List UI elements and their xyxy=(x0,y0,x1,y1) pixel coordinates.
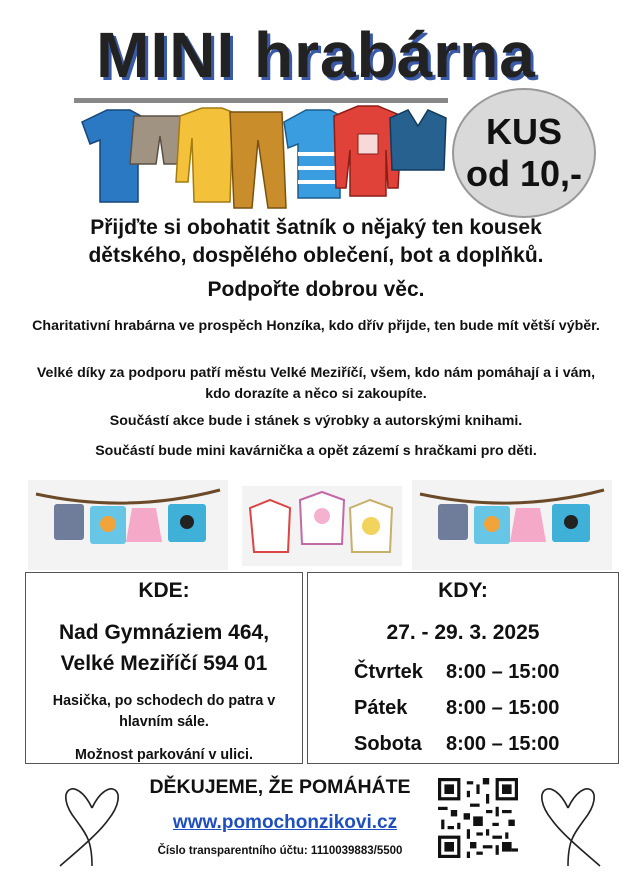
badge-line-1: KUS xyxy=(485,111,562,152)
thanks-text: DĚKUJEME, ŽE POMÁHÁTE xyxy=(149,776,411,798)
qr-code xyxy=(438,778,518,858)
schedule-day: Pátek xyxy=(354,696,408,719)
vest-blue xyxy=(390,110,446,170)
clothes-rack-illustration xyxy=(72,92,452,212)
venue-note: Hasička, po schodech do patra v hlavním sále. xyxy=(52,693,276,730)
schedule-time: 8:00 – 15:00 xyxy=(446,660,560,683)
address-line-2: Velké Meziříčí 594 01 xyxy=(60,652,268,675)
account-number: Číslo transparentního účtu: 1110039883/5500 xyxy=(157,845,403,857)
paragraph-thanks: Velké díky za podporu patří městu Velké Meziříčí, všem, kdo nám pomáhají a i vám, kdo dorazíte a něco si zakoupíte. xyxy=(36,365,596,402)
baby-clothesline-illustration-right xyxy=(412,480,612,570)
baby-clothesline-illustration-left xyxy=(28,480,228,570)
when-heading: KDY: xyxy=(438,579,488,602)
rack-bar xyxy=(74,98,448,103)
schedule-day: Sobota xyxy=(354,732,422,755)
pants-brown xyxy=(230,112,286,208)
address-line-1: Nad Gymnáziem 464, xyxy=(58,621,270,644)
schedule-row xyxy=(354,726,618,762)
where-heading: KDE: xyxy=(138,579,190,602)
paragraph-cafe: Součástí bude mini kavárnička a opět zázemí s hračkami pro děti. xyxy=(95,443,537,459)
event-dates: 27. - 29. 3. 2025 xyxy=(386,621,540,644)
badge-line-2: od 10,- xyxy=(465,153,582,194)
schedule-row xyxy=(354,690,618,726)
schedule-time: 8:00 – 15:00 xyxy=(446,696,560,719)
when-box xyxy=(307,572,619,764)
schedule-row xyxy=(354,654,618,690)
price-badge xyxy=(452,88,596,218)
headline: Přijďte si obohatit šatník o nějaký ten kousek dětského, dospělého oblečení, bot a doplňků. xyxy=(88,216,544,267)
baby-bodysuits-illustration xyxy=(242,486,402,566)
where-box xyxy=(25,572,303,764)
page-title: MINI hrabárna xyxy=(96,19,536,91)
website-link[interactable]: www.pomochonzikovi.cz xyxy=(172,812,398,833)
support-text: Podpořte dobrou věc. xyxy=(207,278,425,301)
schedule-day: Čtvrtek xyxy=(354,660,423,683)
schedule-time: 8:00 – 15:00 xyxy=(446,732,560,755)
paragraph-stand: Součástí akce bude i stánek s výrobky a autorskými knihami. xyxy=(109,413,523,429)
parking-note: Možnost parkování v ulici. xyxy=(75,747,253,763)
paragraph-charity: Charitativní hrabárna ve prospěch Honzíka, kdo dřív přijde, ten bude mít větší výběr. xyxy=(32,318,600,334)
